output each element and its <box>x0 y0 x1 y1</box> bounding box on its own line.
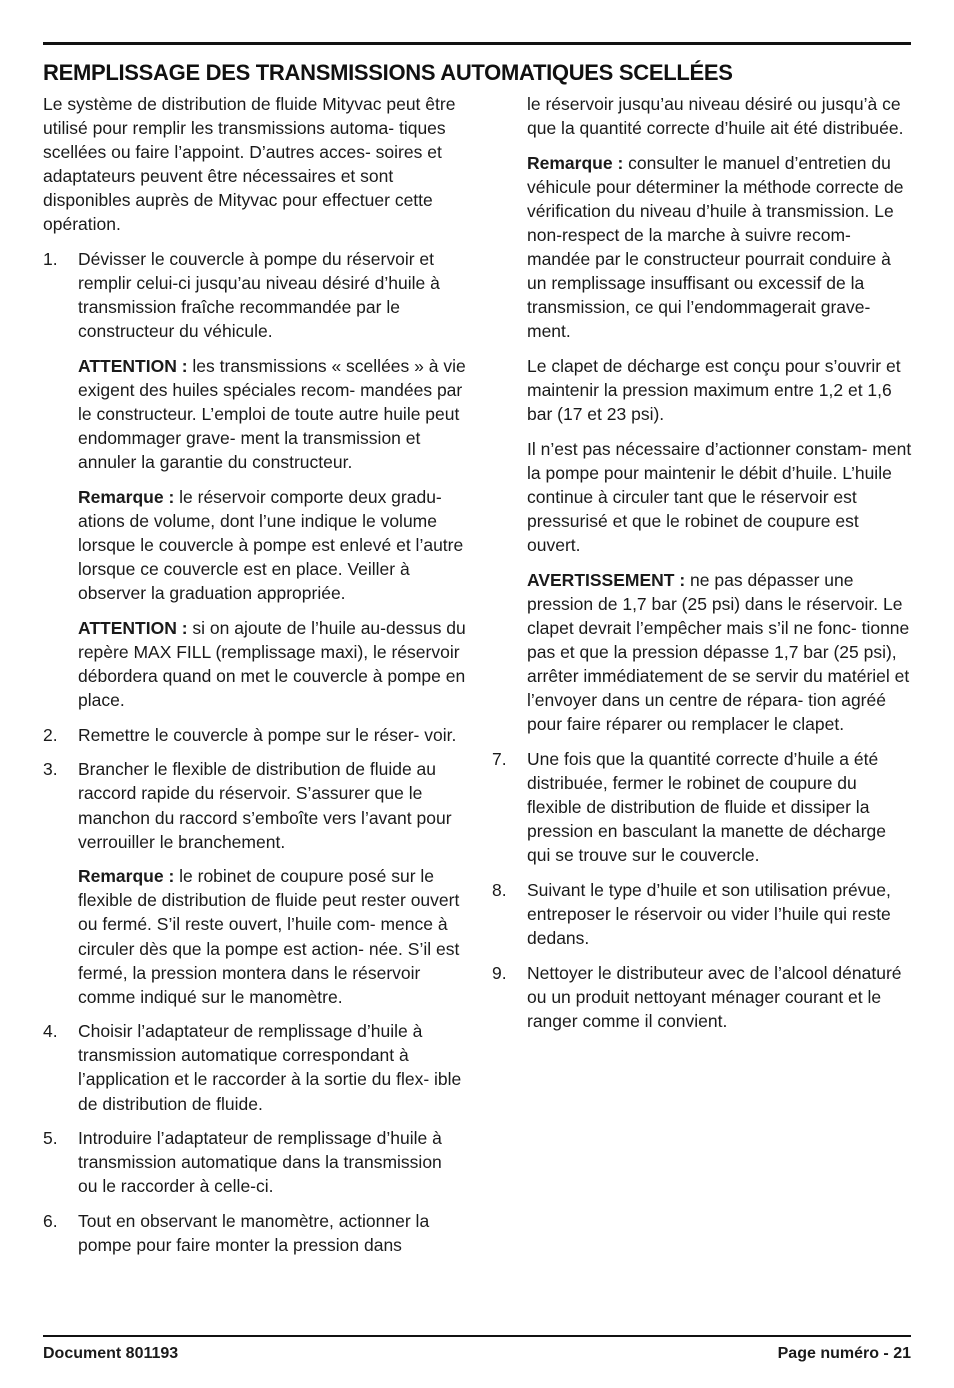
list-number: 2. <box>43 724 58 745</box>
list-number: 6. <box>43 1210 58 1231</box>
list-number: 7. <box>492 748 507 769</box>
remark-note-2 <box>43 864 466 1009</box>
warning-note <box>527 568 913 737</box>
list-text: Brancher le flexible de distribution de fluide au raccord rapide du réservoir. S’assurer que le manchon du raccord s’emboîte vers l’avant pour verrouiller le branchement. <box>78 759 452 852</box>
list-number: 5. <box>43 1128 58 1149</box>
note-label: Remarque : <box>78 486 175 507</box>
list-text: Introduire l’adaptateur de remplissage d’huile à transmission automatique dans la transmission ou le raccorder à celle-ci. <box>78 1128 442 1197</box>
attention-note-2 <box>43 616 466 712</box>
intro-paragraph: Le système de distribution de fluide Mityvac peut être utilisé pour remplir les transmissions automa- tiques scellées ou faire l’appoint. D’autres acces- soires et adaptateurs peuvent être nécessaires et sont disponibles auprès de Mityvac pour effectuer cette opération. <box>43 94 456 235</box>
note-text: ne pas dépasser une pression de 1,7 bar (25 psi) dans le réservoir. Le clapet devrait l’empêcher mais s’il ne fonc- tionne pas et que la pression dépasse 1,7 bar (25 psi), arrêter immédiatement de se servir du matériel et l’envoyer dans un centre de répara- tion agréé pour faire réparer ou remplacer le clapet. <box>527 569 910 735</box>
list-number: 9. <box>492 962 507 983</box>
note-text: si on ajoute de l’huile au-dessus du repère MAX FILL (remplissage maxi), le réservoir débordera quand on met le couvercle à pompe en place. <box>78 617 466 711</box>
list-item-3 <box>43 757 466 853</box>
relief-valve-paragraph: Le clapet de décharge est conçu pour s’ouvrir et maintenir la pression maximum entre 1,2 et 1,6 bar (17 et 23 psi). <box>527 355 901 425</box>
document-number: Document 801193 <box>43 1345 179 1362</box>
list-item-4 <box>43 1019 466 1115</box>
step-6-continuation: le réservoir jusqu’au niveau désiré ou jusqu’à ce que la quantité correcte d’huile ait été distribuée. <box>527 94 904 139</box>
list-text: Une fois que la quantité correcte d’huile a été distribuée, fermer le robinet de coupure du flexible de distribution de fluide et dissiper la pression en basculant la manette de décharge qui se trouve sur le couvercle. <box>527 748 886 866</box>
list-text: Choisir l’adaptateur de remplissage d’huile à transmission automatique correspondant à l’application et le raccorder à la sortie du flex- ible de distribution de fluide. <box>78 1021 462 1114</box>
list-item-2 <box>43 723 466 747</box>
attention-note-1 <box>43 354 466 474</box>
remark-note-3 <box>527 151 913 344</box>
list-item-6 <box>43 1209 466 1257</box>
note-label: ATTENTION : <box>78 355 188 376</box>
list-item-8 <box>492 878 913 950</box>
left-column <box>43 92 466 1268</box>
note-text: le réservoir comporte deux gradu- ations de volume, dont l’une indique le volume lorsque le couvercle à pompe est enlevé et l’autre lorsque ce couvercle est en place. Veiller à observer la graduation appropriée. <box>78 486 464 604</box>
list-text: Remettre le couvercle à pompe sur le réser- voir. <box>78 724 457 745</box>
remark-note-1 <box>43 485 466 605</box>
list-item-5 <box>43 1126 466 1198</box>
list-text: Dévisser le couvercle à pompe du réservoir et remplir celui-ci jusqu’au niveau désiré d’huile à transmission fraîche recommandée par le constructeur du véhicule. <box>78 249 440 342</box>
pump-paragraph: Il n’est pas nécessaire d’actionner constam- ment la pompe pour maintenir le débit d’huile. L’huile continue à circuler tant que le réservoir est pressurisé et que le robinet de coupure est ouvert. <box>527 438 912 556</box>
list-number: 3. <box>43 759 58 780</box>
right-column <box>492 92 913 1043</box>
list-number: 1. <box>43 249 58 270</box>
page-number: Page numéro - 21 <box>777 1345 911 1362</box>
note-text: le robinet de coupure posé sur le flexible de distribution de fluide peut rester ouvert ou fermé. S’il reste ouvert, l’huile com- mence à circuler dès que la pompe est action- née. S’il est fermé, la pression montera dans le réservoir comme indiqué sur le manomètre. <box>78 866 460 1007</box>
list-text: Suivant le type d’huile et son utilisation prévue, entreposer le réservoir ou vider l’huile qui reste dedans. <box>527 879 891 948</box>
list-number: 8. <box>492 879 507 900</box>
note-label: Remarque : <box>527 152 624 173</box>
footer-rule <box>43 1335 911 1337</box>
note-label: ATTENTION : <box>78 617 188 638</box>
list-text: Tout en observant le manomètre, actionner la pompe pour faire monter la pression dans <box>78 1210 430 1256</box>
note-label: AVERTISSEMENT : <box>527 569 686 590</box>
list-item-9 <box>492 961 913 1033</box>
list-item-1 <box>43 247 466 343</box>
note-text: les transmissions « scellées » à vie exigent des huiles spéciales recom- mandées par le constructeur. L’emploi de toute autre huile peut endommager grave- ment la transmission et annuler la garantie du constructeur. <box>78 355 466 473</box>
header-rule <box>43 42 911 45</box>
note-text: consulter le manuel d’entretien du véhicule pour déterminer la méthode correcte de vérification du niveau d’huile à transmission. Le non-respect de la marche à suivre recom- mandée par le constructeur pourrait conduire à un remplissage insuffisant ou excessif de la transmission, ce qui l’endommagerait grave- ment. <box>527 152 904 342</box>
list-number: 4. <box>43 1021 58 1042</box>
list-text: Nettoyer le distributeur avec de l’alcool dénaturé ou un produit nettoyant ménager courant et le ranger comme il convient. <box>527 962 902 1031</box>
list-item-7 <box>492 747 913 867</box>
note-label: Remarque : <box>78 866 175 887</box>
page-title: REMPLISSAGE DES TRANSMISSIONS AUTOMATIQUES SCELLÉES <box>43 60 733 85</box>
